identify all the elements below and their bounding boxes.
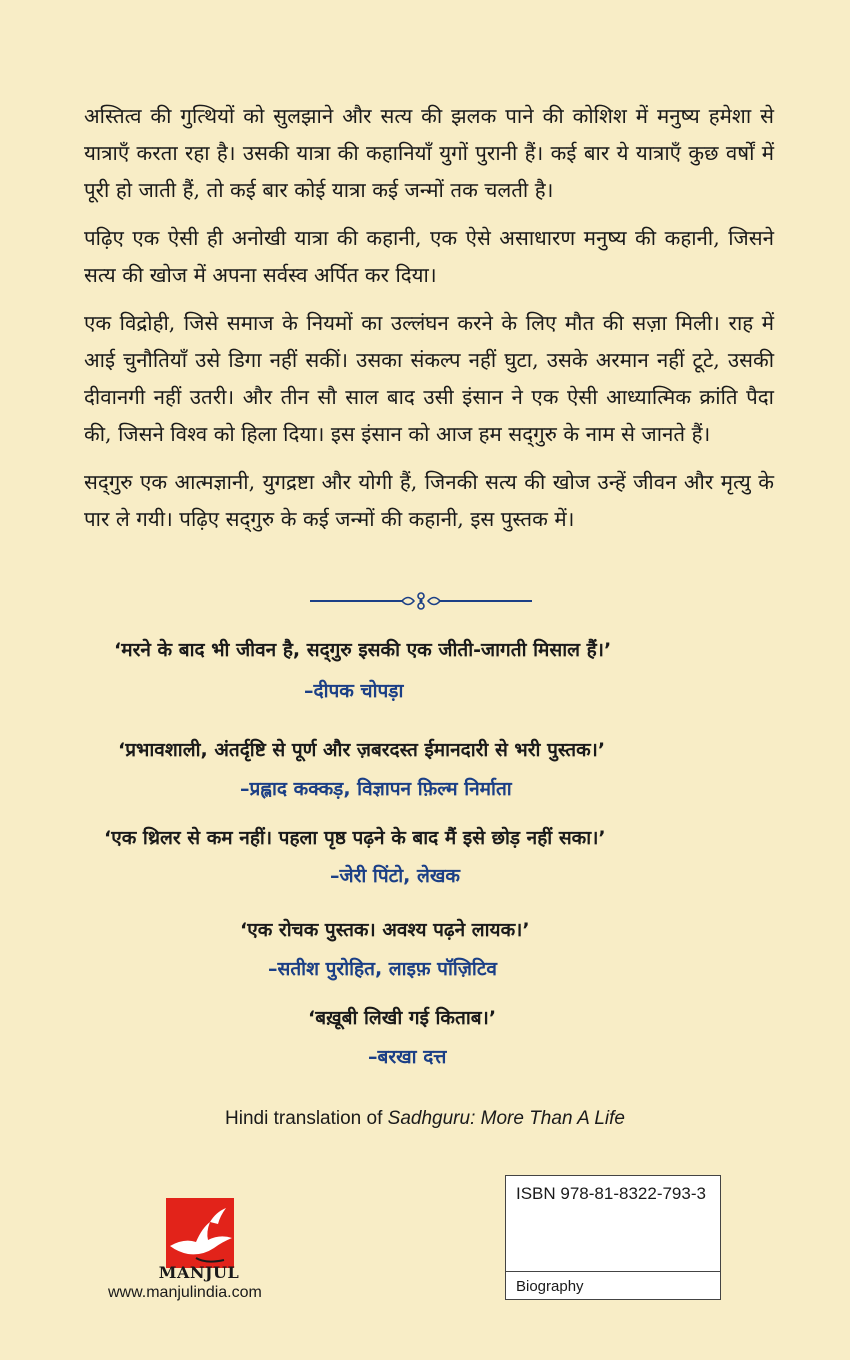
original-title: Sadhguru: More Than A Life — [387, 1108, 625, 1129]
endorsement-text: ‘बख़ूबी लिखी गई किताब।’ — [308, 1007, 497, 1029]
endorsement-author: –सतीश पुरोहित, लाइफ़ पॉज़िटिव — [268, 958, 497, 980]
publisher-logo — [166, 1198, 234, 1268]
blurb — [84, 98, 774, 549]
ornamental-divider — [310, 590, 532, 612]
isbn-number: ISBN 978-81-8322-793-3 — [516, 1184, 706, 1203]
translation-prefix: Hindi translation of — [225, 1108, 388, 1129]
genre-label: Biography — [516, 1278, 584, 1295]
blurb-paragraph-1: अस्तित्व की गुत्थियों को सुलझाने और सत्य की झलक पाने की कोशिश में मनुष्य हमेशा से यात्राएँ करता रहा है। उसकी यात्रा की कहानियाँ युगों पुरानी हैं। कई बार ये यात्राएँ कुछ वर्षों में पूरी हो जाती हैं, तो कई बार कोई यात्रा कई जन्मों तक चलती है। — [84, 104, 774, 202]
endorsement-text: ‘एक रोचक पुस्तक। अवश्य पढ़ने लायक।’ — [240, 919, 530, 941]
endorsement-author: –दीपक चोपड़ा — [304, 680, 404, 702]
publisher-website[interactable]: www.manjulindia.com — [108, 1284, 262, 1301]
isbn-divider — [506, 1271, 720, 1272]
endorsement-text: ‘एक थ्रिलर से कम नहीं। पहला पृष्ठ पढ़ने के बाद मैं इसे छोड़ नहीं सका।’ — [104, 827, 606, 849]
endorsement-text: ‘प्रभावशाली, अंतर्दृष्टि से पूर्ण और ज़बरदस्त ईमानदारी से भरी पुस्तक।’ — [118, 739, 606, 761]
endorsement-author: –बरखा दत्त — [368, 1046, 447, 1068]
endorsement-author: –प्रह्लाद कक्कड़, विज्ञापन फ़िल्म निर्माता — [240, 778, 512, 800]
publisher-name: MANJUL — [158, 1263, 240, 1282]
blurb-paragraph-4: सद्‌गुरु एक आत्मज्ञानी, युगद्रष्टा और योगी हैं, जिनकी सत्य की खोज उन्हें जीवन और मृत्यु के पार ले गयी। पढ़िए सद्‌गुरु के कई जन्मों की कहानी, इस पुस्तक में। — [84, 470, 774, 531]
isbn-box — [505, 1175, 721, 1300]
endorsement-text: ‘मरने के बाद भी जीवन है, सद्‌गुरु इसकी एक जीती-जागती मिसाल हैं।’ — [114, 639, 612, 661]
blurb-paragraph-2: पढ़िए एक ऐसी ही अनोखी यात्रा की कहानी, एक ऐसे असाधारण मनुष्य की कहानी, जिसने सत्य की खोज में अपना सर्वस्व अर्पित कर दिया। — [84, 226, 774, 287]
blurb-paragraph-3: एक विद्रोही, जिसे समाज के नियमों का उल्लंघन करने के लिए मौत की सज़ा मिली। राह में आई चुनौतियाँ उसे डिगा नहीं सकीं। उसका संकल्प नहीं घुटा, उसके अरमान नहीं टूटे, उसकी दीवानगी नहीं उतरी। और तीन सौ साल बाद उसी इंसान ने एक ऐसी आध्यात्मिक क्रांति पैदा की, जिसने विश्व को हिला दिया। इस इंसान को आज हम सद्‌गुरु के नाम से जानते हैं। — [84, 311, 774, 446]
endorsement-author: –जेरी पिंटो, लेखक — [330, 865, 460, 887]
bird-logo-icon — [166, 1198, 234, 1268]
translation-note — [0, 1108, 850, 1130]
